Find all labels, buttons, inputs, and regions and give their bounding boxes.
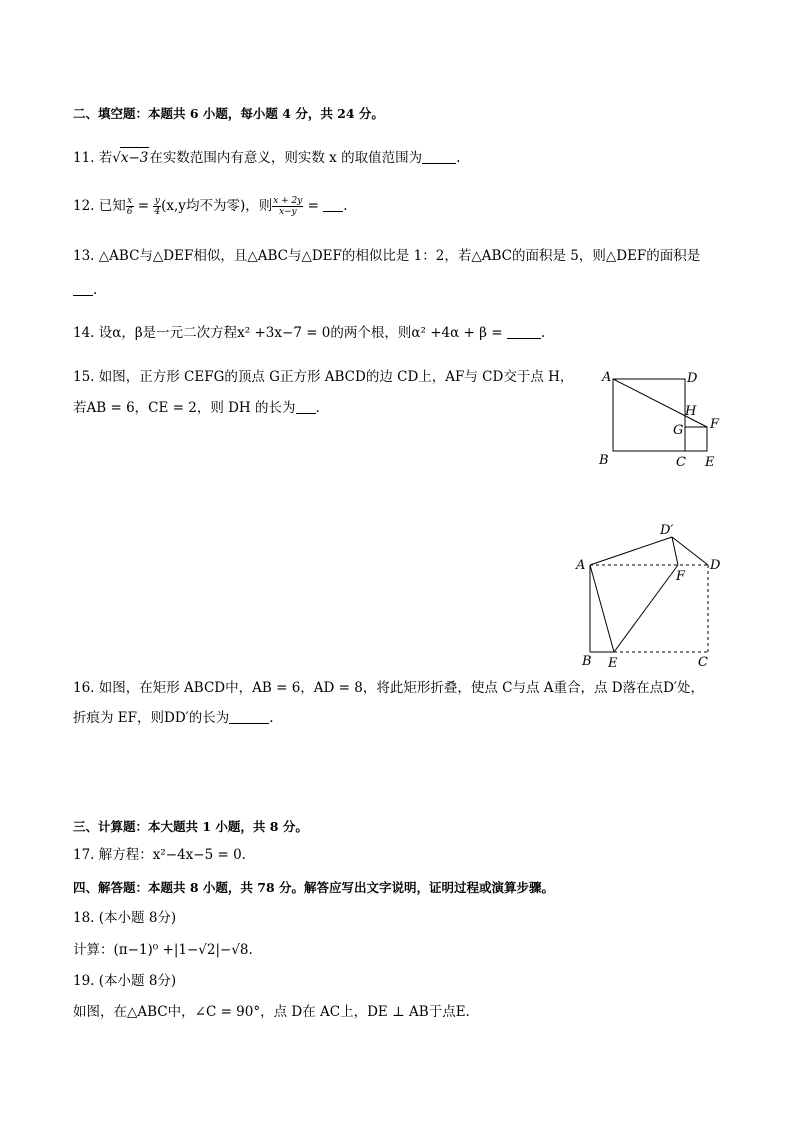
question-16-line2 [73,708,274,728]
question-19-head [73,971,176,991]
numerator: x [127,196,133,206]
section-desc: 本大题共 1 小题，共 8 分。 [148,819,308,834]
answer-blank [507,324,541,339]
fraction-x-6 [126,196,134,217]
question-17 [73,845,246,865]
square-abcd [613,379,685,451]
denominator: x−y [278,207,297,217]
answer-blank [229,709,269,724]
q15-line1: 15. 如图，正方形 CEFG的顶点 G正方形 ABCD的边 CD上，AF与 CD交于点 H， [73,369,574,385]
label-g: G [673,423,684,438]
q16-line1: 16. 如图，在矩形 ABCD中，AB = 6，AD = 8，将此矩形折叠，使点 C与点 A重合，点 D落在点D′处， [73,680,704,696]
label-c: C [698,655,708,670]
equals: = [303,198,324,214]
denominator: 6 [126,207,133,217]
label-b: B [599,453,609,468]
q18-head: 18. (本小题 8分) [73,910,177,926]
label-h: H [685,404,697,419]
numerator: y [154,196,160,206]
question-15-line2 [73,398,320,418]
q19-head: 19. (本小题 8分) [73,973,177,989]
label-e: E [705,455,715,470]
q15-end: . [315,400,320,416]
question-15 [73,367,573,387]
section-desc: 本题共 8 小题，共 78 分。解答应写出文字说明，证明过程或演算步骤。 [148,880,555,895]
answer-blank [422,149,456,164]
segment-ef [614,565,678,652]
question-11 [73,147,460,168]
question-13 [73,246,700,266]
section-title: 二、填空题： [73,106,149,121]
section-title: 四、解答题： [73,880,149,895]
numerator: x + 2y [273,196,303,206]
segment-af [613,379,707,427]
q12-condition: (x,y均不为零)，则 [161,198,273,214]
question-14 [73,323,545,343]
question-19 [73,1002,470,1022]
q12-prefix: 12. 已知 [73,198,126,214]
section-fill-in-heading [73,104,384,124]
label-f: F [676,569,686,584]
q19-text: 如图，在△ABC中，∠C = 90°，点 D在 AC上，DE ⊥ AB于点E. [73,1004,470,1020]
label-a: A [576,558,586,573]
answer-blank [73,281,93,296]
section-desc: 本题共 6 小题，每小题 4 分，共 24 分。 [148,106,384,121]
segment-ad-prime [590,537,672,565]
q13-end: . [93,282,98,298]
q13-text: 13. △ABC与△DEF相似，且△ABC与△DEF的相似比是 1：2，若△ABC的面积是 5，则△DEF的面积是 [73,248,701,264]
q12-end: . [343,198,348,214]
q17-text: 17. 解方程：x²−4x−5 = 0. [73,847,246,863]
q11-text: 在实数范围内有意义，则实数 x 的取值范围为 [149,150,423,166]
sqrt-symbol: √ [112,150,121,166]
question-18-head [73,908,176,928]
question-12 [73,196,348,217]
figure-15 [595,365,725,473]
denominator: 4 [154,207,161,217]
square-cefg [685,427,707,451]
q14-end: . [540,325,546,341]
q11-end: . [456,150,461,166]
label-b: B [582,654,592,669]
q14-text: 14. 设α，β是一元二次方程x² +3x−7 = 0的两个根，则α² +4α + β = [73,325,507,341]
equals: = [133,198,154,214]
answer-blank [323,197,343,212]
q16-line2: 折痕为 EF，则DD′的长为 [73,710,230,726]
q18-text: 计算：(π−1)⁰ +|1−√2|−√8. [73,942,253,958]
q11-radicand: x−3 [120,147,150,168]
label-d: D [687,371,698,386]
label-d-prime: D′ [660,523,674,538]
section-title: 三、计算题： [73,819,149,834]
question-16 [73,678,704,698]
figure-16 [572,520,732,672]
question-13-line2 [73,280,97,300]
section-answer-heading [73,878,554,898]
label-c: C [676,455,686,470]
q11-prefix: 11. 若 [73,150,113,166]
q16-end: . [269,710,274,726]
label-e: E [608,656,618,671]
q15-line2: 若AB = 6，CE = 2，则 DH 的长为 [73,400,296,416]
label-a: A [602,370,612,385]
segment-ae [590,565,614,652]
label-d: D [710,558,721,573]
question-18 [73,940,253,960]
section-calc-heading [73,817,308,837]
fraction-y-4 [153,196,161,217]
answer-blank [296,399,316,414]
fraction-expression [272,196,303,217]
label-f: F [710,417,720,432]
